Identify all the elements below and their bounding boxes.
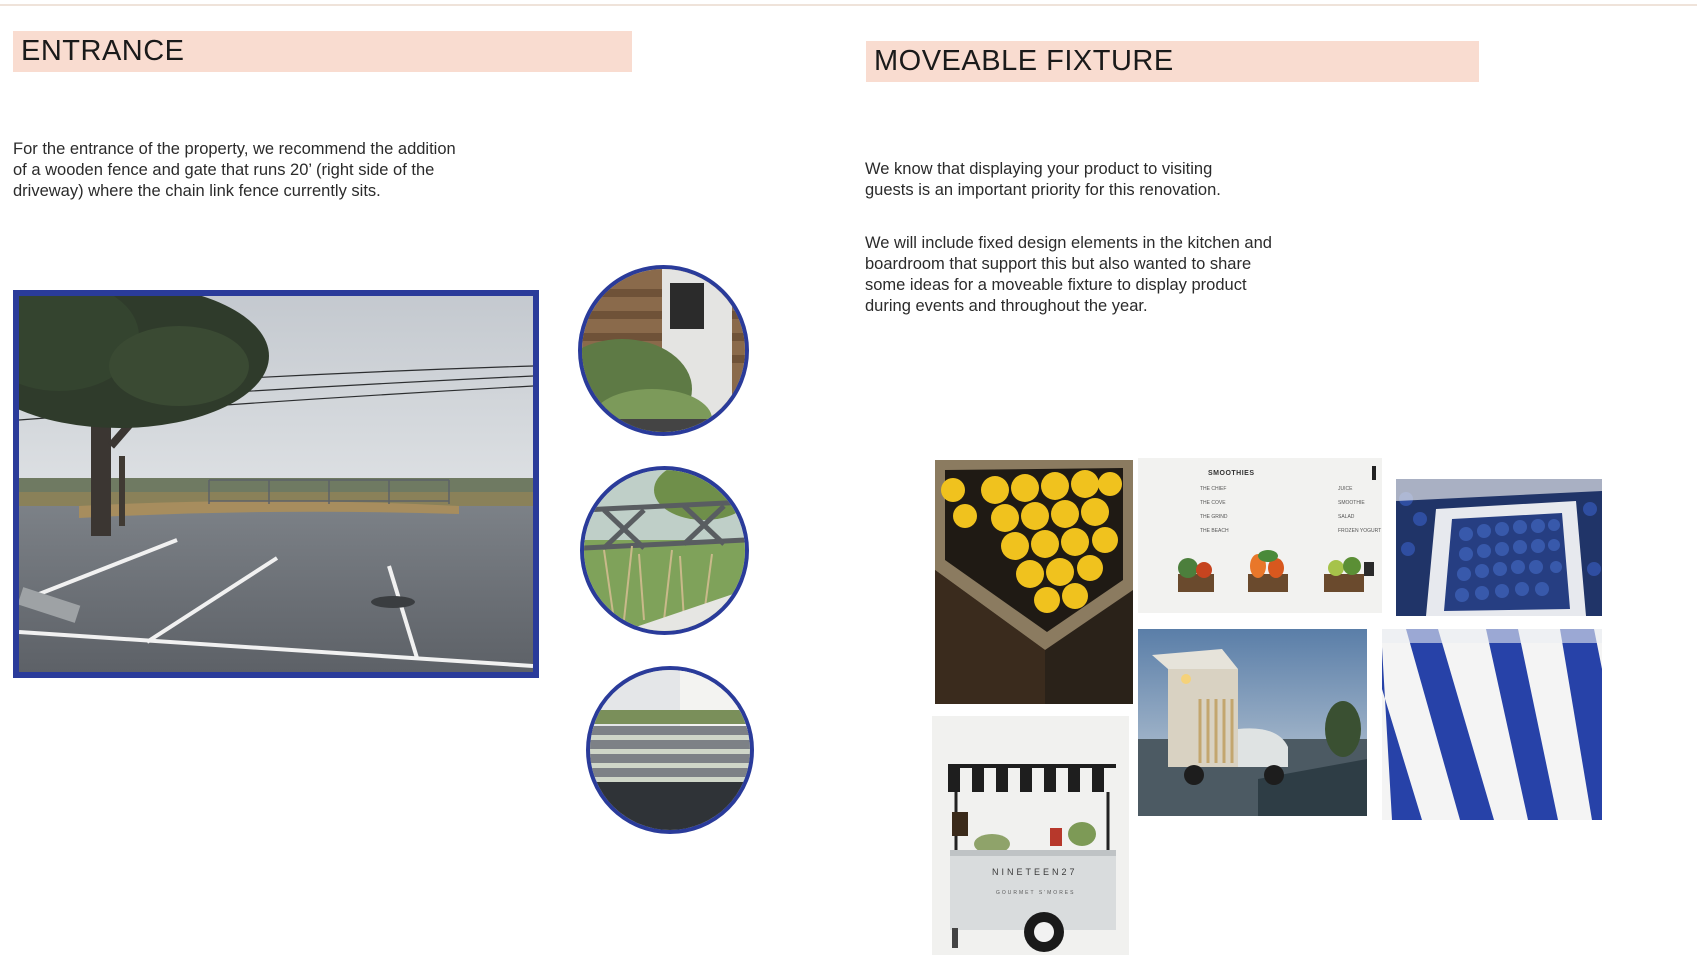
ranch-fence-grasses-circle — [580, 466, 749, 635]
smoothie-menu-item: THE GRIND — [1200, 514, 1228, 520]
smoothie-menu-item: THE CHIEF — [1200, 486, 1227, 492]
smoothie-side-item: FROZEN YOGURT — [1338, 528, 1382, 534]
blueberries-photo — [1396, 479, 1602, 616]
top-rule — [0, 4, 1697, 6]
cart-subtitle: GOURMET S'MORES — [996, 890, 1076, 896]
smoothie-side-item: JUICE — [1338, 486, 1353, 492]
lemons-crate-photo — [935, 460, 1133, 704]
moveable-fixture-title: MOVEABLE FIXTURE — [866, 41, 1479, 82]
smoothie-side-item: SMOOTHIE — [1338, 500, 1365, 506]
parking-lot-photo — [13, 290, 539, 678]
moveable-fixture-paragraph-1: We know that displaying your product to visiting guests is an important priority for this renovation. — [865, 160, 1221, 199]
cart-brand: NINETEEN27 — [992, 867, 1078, 877]
vintage-truck-photo — [1138, 629, 1367, 816]
moveable-fixture-paragraph-2: We will include fixed design elements in the kitchen and boardroom that support this but also wanted to share some ideas for a moveable fixture to display product during events and throughout the year. — [865, 234, 1272, 315]
smoothie-wall-photo — [1138, 458, 1382, 613]
gray-slat-fence-circle — [586, 666, 754, 834]
entrance-title: ENTRANCE — [13, 31, 632, 72]
smoothie-menu-heading: SMOOTHIES — [1208, 470, 1255, 477]
smoothie-menu-item: THE COVE — [1200, 500, 1226, 506]
smores-cart-photo — [932, 716, 1129, 955]
blue-stripe-fabric-photo — [1382, 629, 1602, 820]
smoothie-side-item: SALAD — [1338, 514, 1355, 520]
entrance-paragraph: For the entrance of the property, we recommend the addition of a wooden fence and gate that runs 20’ (right side of the driveway) where the chain link fence currently sits. — [13, 140, 456, 200]
wood-fence-brick-circle — [578, 265, 749, 436]
smoothie-menu-item: THE BEACH — [1200, 528, 1229, 534]
